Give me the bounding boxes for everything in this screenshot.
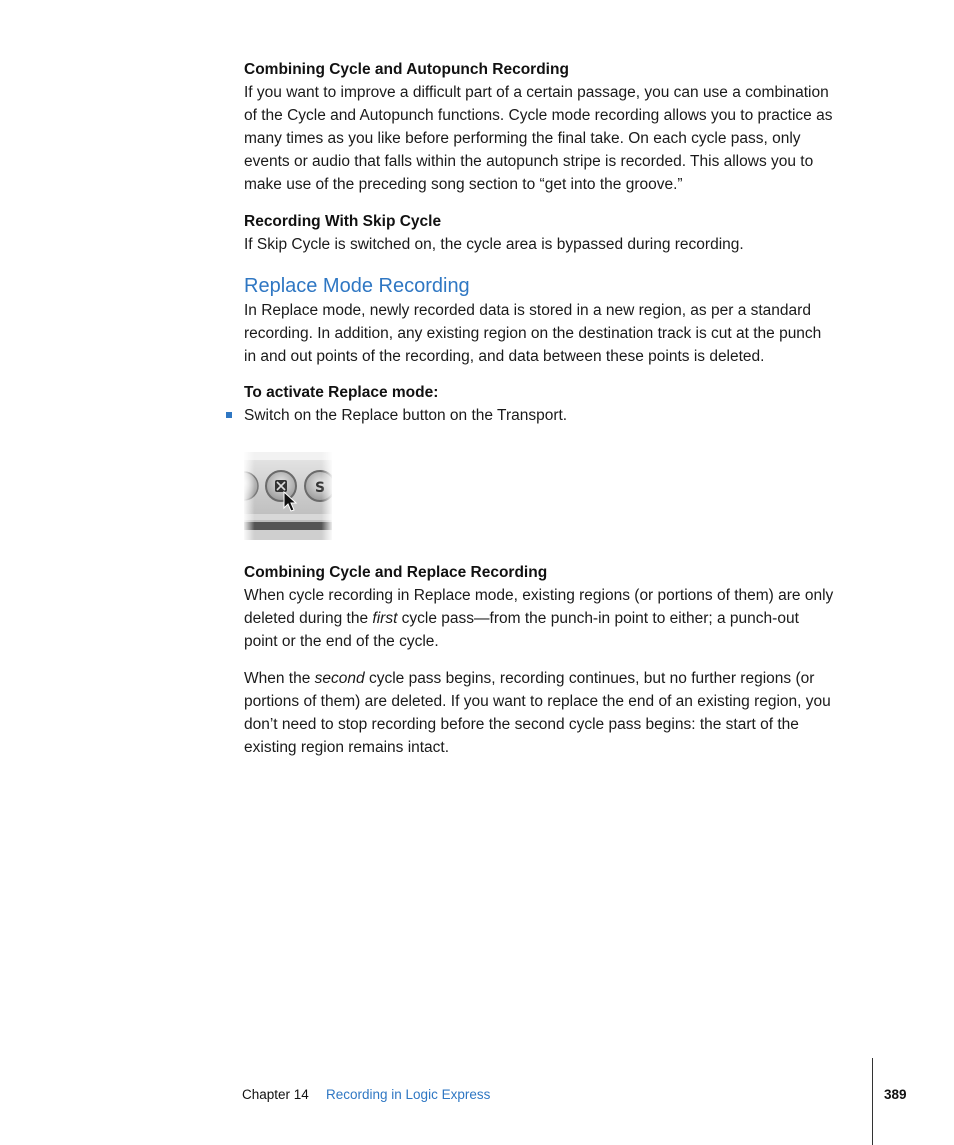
section-heading: Combining Cycle and Replace Recording	[244, 564, 548, 581]
section-cycle-replace	[244, 561, 874, 653]
footer-divider	[872, 1058, 873, 1145]
body-line: point or the end of the cycle.	[244, 633, 439, 650]
body-line: portions of them) are deleted. If you want to replace the end of an existing region, you	[244, 693, 831, 710]
section-cycle-replace-para2	[244, 667, 874, 759]
footer-chapter: Chapter 14	[242, 1087, 309, 1102]
bullet-item	[244, 404, 874, 427]
body-line: in and out points of the recording, and data between these points is deleted.	[244, 348, 765, 365]
section-skip-cycle	[244, 210, 874, 256]
body-line	[244, 607, 874, 630]
replace-button-screenshot	[244, 452, 332, 540]
body-line: make use of the preceding song section to “get into the groove.”	[244, 176, 683, 193]
bullet-square-icon	[226, 412, 232, 418]
task-block	[244, 381, 874, 427]
section-replace-mode	[244, 273, 874, 368]
text-run: cycle pass—from the punch-in point to either; a punch-out	[397, 610, 799, 627]
footer-chapter-title: Recording in Logic Express	[326, 1087, 491, 1102]
text-run: deleted during the	[244, 610, 373, 627]
section-autopunch	[244, 58, 874, 196]
body-line: When cycle recording in Replace mode, existing regions (or portions of them) are only	[244, 587, 834, 604]
text-run: cycle pass begins, recording continues, but no further regions (or	[364, 670, 815, 687]
body-line	[244, 667, 874, 690]
section-heading: Recording With Skip Cycle	[244, 213, 442, 230]
body-line: existing region remains intact.	[244, 739, 450, 756]
body-line: many times as you like before performing the final take. On each cycle pass, only	[244, 130, 801, 147]
emphasis-second: second	[314, 670, 365, 687]
body-line: In Replace mode, newly recorded data is stored in a new region, as per a standard	[244, 302, 811, 319]
emphasis-first: first	[372, 610, 398, 627]
section-heading: Combining Cycle and Autopunch Recording	[244, 61, 569, 78]
body-line: events or audio that falls within the autopunch stripe is recorded. This allows you to	[244, 153, 814, 170]
text-run: When the	[244, 670, 315, 687]
body-line: don’t need to stop recording before the second cycle pass begins: the start of the	[244, 716, 799, 733]
section-title: Replace Mode Recording	[244, 275, 470, 297]
body-line: recording. In addition, any existing region on the destination track is cut at the punch	[244, 325, 822, 342]
body-line: If you want to improve a difficult part of a certain passage, you can use a combination	[244, 84, 829, 101]
body-line: If Skip Cycle is switched on, the cycle area is bypassed during recording.	[244, 236, 744, 253]
bullet-text: Switch on the Replace button on the Transport.	[244, 407, 568, 424]
replace-button-icon	[244, 452, 332, 540]
task-heading: To activate Replace mode:	[244, 384, 439, 401]
body-line: of the Cycle and Autopunch functions. Cycle mode recording allows you to practice as	[244, 107, 833, 124]
page-number: 389	[884, 1087, 907, 1102]
